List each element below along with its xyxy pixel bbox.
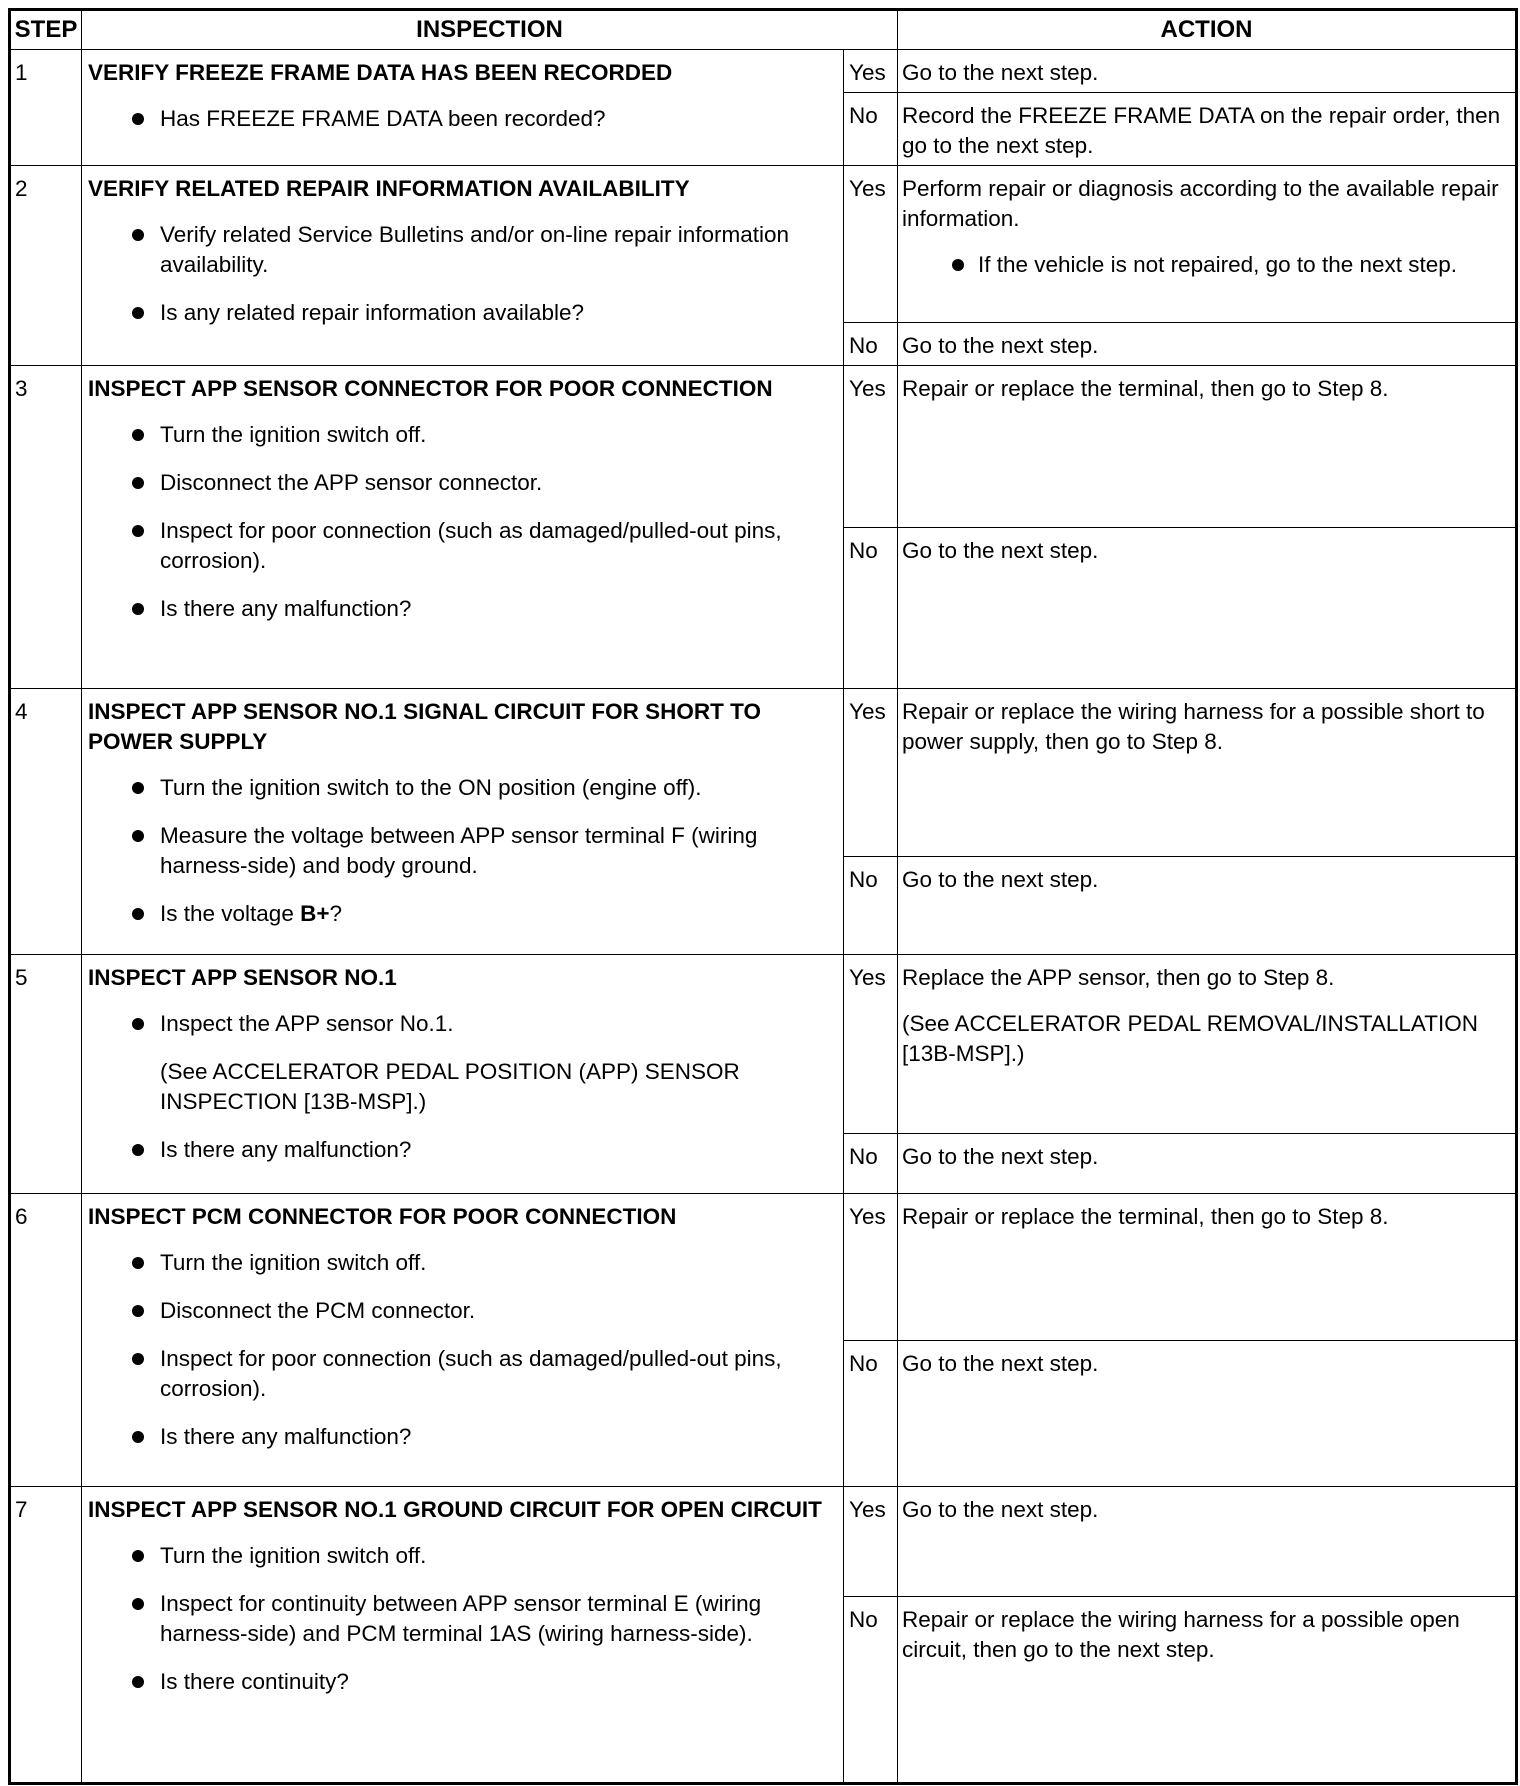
yes-action-text: Replace the APP sensor, then go to Step 8. — [902, 965, 1335, 990]
header-row — [10, 10, 1517, 50]
header-inspection: INSPECTION — [82, 10, 898, 50]
inspection-title: INSPECT APP SENSOR NO.1 SIGNAL CIRCUIT FOR SHORT TO POWER SUPPLY — [88, 699, 762, 754]
inspection-bullet: Inspect for poor connection (such as damaged/pulled-out pins, corrosion). — [160, 1344, 837, 1404]
inspection-note: (See ACCELERATOR PEDAL POSITION (APP) SENSOR INSPECTION [13B-MSP].) — [160, 1059, 740, 1114]
yes-label: Yes — [844, 689, 898, 857]
yes-action — [898, 1194, 1517, 1341]
yes-action-bullet: If the vehicle is not repaired, go to the next step. — [978, 250, 1511, 280]
inspection-bullets — [88, 1009, 837, 1039]
no-action — [898, 1597, 1517, 1784]
step-3-yes-row — [10, 366, 1517, 528]
yes-action — [898, 50, 1517, 93]
inspection-bullet: Turn the ignition switch to the ON position (engine off). — [160, 773, 837, 803]
no-action — [898, 857, 1517, 955]
yes-action — [898, 1487, 1517, 1597]
step-number: 1 — [10, 50, 82, 166]
inspection-cell — [82, 366, 844, 689]
step-4-yes-row — [10, 689, 1517, 857]
yes-label: Yes — [844, 166, 898, 323]
inspection-bullet: Has FREEZE FRAME DATA been recorded? — [160, 104, 837, 134]
inspection-cell — [82, 50, 844, 166]
step-1-yes-row — [10, 50, 1517, 93]
no-action — [898, 323, 1517, 366]
step-5-yes-row — [10, 955, 1517, 1134]
step-2-yes-row — [10, 166, 1517, 323]
yes-label: Yes — [844, 366, 898, 528]
inspection-bullet: Turn the ignition switch off. — [160, 420, 837, 450]
inspection-bullet: Disconnect the APP sensor connector. — [160, 468, 837, 498]
no-action-text: Record the FREEZE FRAME DATA on the repair order, then go to the next step. — [902, 103, 1501, 158]
no-action-text: Go to the next step. — [902, 867, 1099, 892]
inspection-bullet: Is there any malfunction? — [160, 1422, 837, 1452]
yes-action-bullets — [902, 250, 1511, 280]
inspection-bullet: Verify related Service Bulletins and/or on-line repair information availability. — [160, 220, 837, 280]
inspection-cell — [82, 689, 844, 955]
header-action: ACTION — [898, 10, 1517, 50]
bullet-text-bold: B+ — [300, 901, 330, 926]
yes-label: Yes — [844, 50, 898, 93]
yes-label: Yes — [844, 1194, 898, 1341]
no-action-text: Go to the next step. — [902, 1351, 1099, 1376]
no-label: No — [844, 1134, 898, 1194]
inspection-title: VERIFY FREEZE FRAME DATA HAS BEEN RECORDED — [88, 60, 673, 85]
no-action — [898, 1341, 1517, 1487]
no-action — [898, 93, 1517, 166]
no-label: No — [844, 323, 898, 366]
inspection-bullets — [88, 1248, 837, 1452]
yes-action-text: Perform repair or diagnosis according to the available repair information. — [902, 176, 1499, 231]
bullet-text-prefix: Is the voltage — [160, 901, 301, 926]
diagnostic-procedure-sheet — [8, 8, 1515, 1785]
no-label: No — [844, 528, 898, 689]
inspection-bullets — [88, 104, 837, 134]
inspection-bullet: Inspect the APP sensor No.1. — [160, 1009, 837, 1039]
no-label: No — [844, 857, 898, 955]
inspection-bullet: Is there any malfunction? — [160, 594, 837, 624]
inspection-bullet: Turn the ignition switch off. — [160, 1541, 837, 1571]
no-action-text: Go to the next step. — [902, 1144, 1099, 1169]
inspection-bullet: Inspect for continuity between APP sensor terminal E (wiring harness-side) and PCM terminal 1AS (wiring harness-side). — [160, 1589, 837, 1649]
inspection-cell — [82, 955, 844, 1194]
inspection-bullets — [88, 773, 837, 929]
bullet-text-suffix: ? — [329, 901, 342, 926]
yes-action — [898, 689, 1517, 857]
inspection-bullets — [88, 1541, 837, 1697]
inspection-bullet: Is any related repair information available? — [160, 298, 837, 328]
inspection-title: VERIFY RELATED REPAIR INFORMATION AVAILABILITY — [88, 176, 690, 201]
inspection-title: INSPECT APP SENSOR NO.1 GROUND CIRCUIT FOR OPEN CIRCUIT — [88, 1497, 822, 1522]
inspection-bullet: Measure the voltage between APP sensor terminal F (wiring harness-side) and body ground. — [160, 821, 837, 881]
inspection-bullet: Disconnect the PCM connector. — [160, 1296, 837, 1326]
inspection-cell — [82, 1194, 844, 1487]
inspection-bullet: Is there any malfunction? — [160, 1135, 837, 1165]
no-label: No — [844, 1597, 898, 1784]
no-action-text: Go to the next step. — [902, 538, 1099, 563]
yes-label: Yes — [844, 955, 898, 1134]
yes-action-text: Go to the next step. — [902, 60, 1099, 85]
yes-label: Yes — [844, 1487, 898, 1597]
yes-action-text: Go to the next step. — [902, 1497, 1099, 1522]
no-label: No — [844, 1341, 898, 1487]
no-action — [898, 1134, 1517, 1194]
step-number: 4 — [10, 689, 82, 955]
no-action-text: Repair or replace the wiring harness for a possible open circuit, then go to the next step. — [902, 1607, 1460, 1662]
inspection-bullets — [88, 1135, 837, 1165]
inspection-cell — [82, 166, 844, 366]
no-action — [898, 528, 1517, 689]
inspection-bullets — [88, 420, 837, 624]
inspection-title: INSPECT APP SENSOR NO.1 — [88, 965, 397, 990]
yes-action-text: Repair or replace the terminal, then go to Step 8. — [902, 376, 1389, 401]
yes-action — [898, 166, 1517, 323]
yes-action-text: Repair or replace the terminal, then go to Step 8. — [902, 1204, 1389, 1229]
yes-action-text: Repair or replace the wiring harness for a possible short to power supply, then go to Step 8. — [902, 699, 1485, 754]
inspection-title: INSPECT PCM CONNECTOR FOR POOR CONNECTION — [88, 1204, 677, 1229]
inspection-bullet — [160, 899, 837, 929]
inspection-title: INSPECT APP SENSOR CONNECTOR FOR POOR CONNECTION — [88, 376, 773, 401]
no-action-text: Go to the next step. — [902, 333, 1099, 358]
step-number: 6 — [10, 1194, 82, 1487]
step-number: 3 — [10, 366, 82, 689]
no-label: No — [844, 93, 898, 166]
inspection-cell — [82, 1487, 844, 1784]
inspection-bullet: Turn the ignition switch off. — [160, 1248, 837, 1278]
step-7-yes-row — [10, 1487, 1517, 1597]
yes-action-note: (See ACCELERATOR PEDAL REMOVAL/INSTALLATION [13B-MSP].) — [902, 1011, 1479, 1066]
step-6-yes-row — [10, 1194, 1517, 1341]
step-number: 2 — [10, 166, 82, 366]
inspection-bullet: Is there continuity? — [160, 1667, 837, 1697]
step-number: 5 — [10, 955, 82, 1194]
inspection-bullet: Inspect for poor connection (such as damaged/pulled-out pins, corrosion). — [160, 516, 837, 576]
yes-action — [898, 366, 1517, 528]
header-step: STEP — [10, 10, 82, 50]
diagnostic-table — [8, 8, 1518, 1785]
yes-action — [898, 955, 1517, 1134]
step-number: 7 — [10, 1487, 82, 1784]
inspection-bullets — [88, 220, 837, 328]
